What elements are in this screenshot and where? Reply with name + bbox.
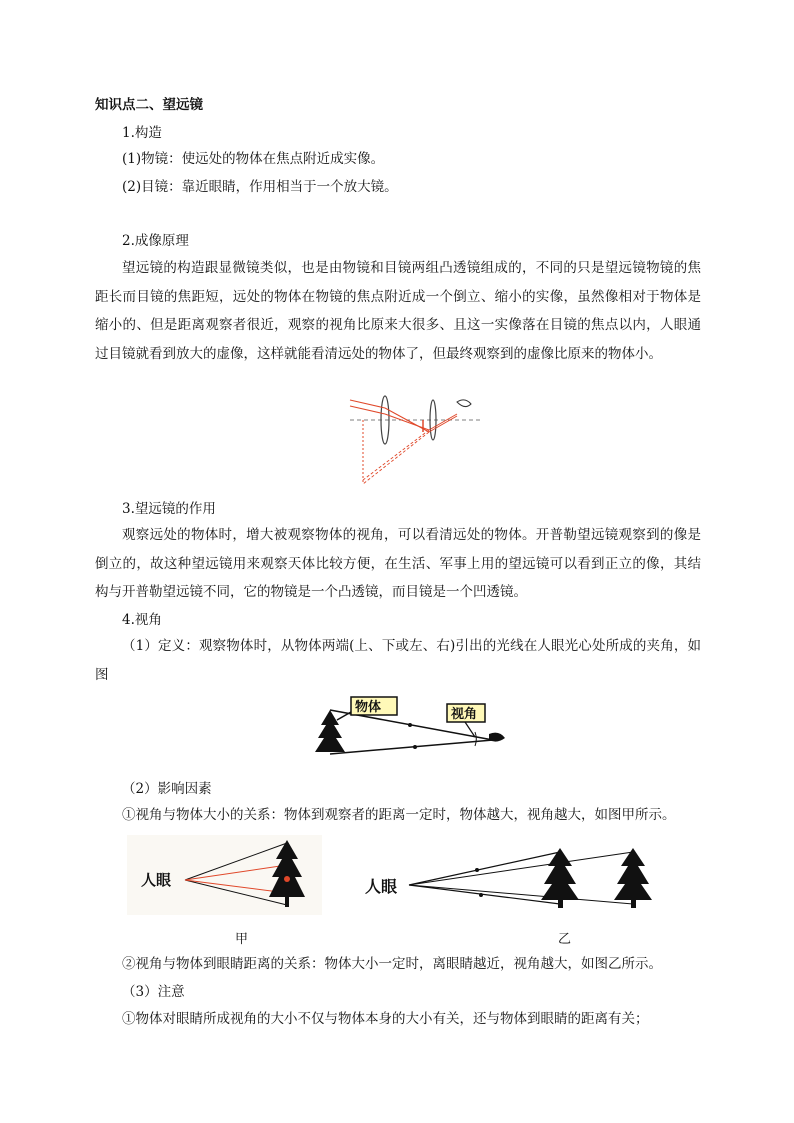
construction-item-objective: (1)物镜：使远处的物体在焦点附近成实像。	[122, 151, 385, 167]
factor-distance: ②视角与物体到眼睛距离的关系：物体大小一定时，离眼睛越近，视角越大，如图乙所示。	[122, 956, 662, 972]
principle-paragraph: 望远镜的构造跟显微镜类似，也是由物镜和目镜两组凸透镜组成的，不同的只是望远镜物镜的焦距长而目镜的焦距短，远处的物体在物镜的焦点附近成一个倒立、缩小的实像，虽然像相对于物体是缩小的、但是距离观察者很近，观察的视角比原来大很多、且这一实像落在目镜的焦点以内，人眼通过目镜就看到放大的虚像，这样就能看清远处的物体了，但最终观察到的虚像比原来的物体小。	[95, 260, 701, 362]
virtual-ray-2	[363, 430, 429, 480]
caption-jia: 甲	[235, 932, 249, 947]
sight-line-far	[409, 852, 633, 885]
note-heading: （3）注意	[122, 984, 185, 1000]
angle-arc	[475, 732, 476, 746]
eye-icon	[457, 400, 471, 407]
sight-line	[409, 885, 560, 904]
visual-angle-definition: （1）定义：观察物体时，从物体两端(上、下或左、右)引出的光线在人眼光心处所成的夹角，如图	[95, 638, 701, 683]
caption-yi: 乙	[558, 932, 572, 947]
construction-item-eyepiece: (2)目镜：靠近眼睛，作用相当于一个放大镜。	[122, 179, 398, 195]
function-heading: 3.望远镜的作用	[122, 501, 216, 517]
factor-size: ①视角与物体大小的关系：物体到观察者的距离一定时，物体越大，视角越大，如图甲所示。	[122, 807, 676, 823]
construction-heading: 1.构造	[122, 125, 162, 141]
virtual-ray-1	[363, 432, 429, 484]
section-title: 知识点二、望远镜	[95, 97, 203, 113]
function-paragraph: 观察远处的物体时，增大被观察物体的视角，可以看清远处的物体。开普勒望远镜观察到的像是倒立的，故这种望远镜用来观察天体比较方便，在生活、军事上用的望远镜可以看到正立的像，其结构与开普勒望远镜不同，它的物镜是一个凸透镜，而目镜是一个凹透镜。	[95, 527, 701, 600]
exit-ray-1	[429, 416, 457, 432]
figure-yi	[365, 840, 665, 910]
ray-dot	[475, 868, 479, 872]
tree-trunk	[631, 900, 636, 908]
exit-ray-2	[429, 414, 457, 430]
ray-dot	[479, 893, 483, 897]
eye-icon	[489, 733, 505, 742]
tree-icon	[315, 710, 345, 752]
visual-angle-diagram	[315, 690, 515, 765]
angle-label: 视角	[451, 707, 478, 722]
ray-dot	[284, 876, 290, 882]
sight-line	[409, 852, 560, 885]
sight-line-far	[409, 885, 633, 904]
ray-dot	[413, 745, 417, 749]
figure-jia	[127, 835, 322, 915]
ray-dot	[408, 723, 412, 727]
object-label: 物体	[355, 700, 382, 715]
visual-angle-heading: 4.视角	[122, 612, 162, 628]
principle-heading: 2.成像原理	[122, 233, 189, 249]
telescope-ray-diagram	[345, 392, 485, 492]
tree-icon	[614, 848, 652, 900]
tree-trunk	[558, 900, 563, 908]
tree-trunk	[285, 897, 289, 907]
tree-icon	[541, 848, 579, 900]
eye-label-yi: 人眼	[365, 877, 398, 896]
note-item-1: ①物体对眼睛所成视角的大小不仅与物体本身的大小有关，还与物体到眼睛的距离有关；	[122, 1011, 649, 1027]
factors-heading: （2）影响因素	[122, 781, 212, 797]
eye-label-jia: 人眼	[141, 871, 172, 889]
sight-line-bottom	[330, 740, 493, 754]
